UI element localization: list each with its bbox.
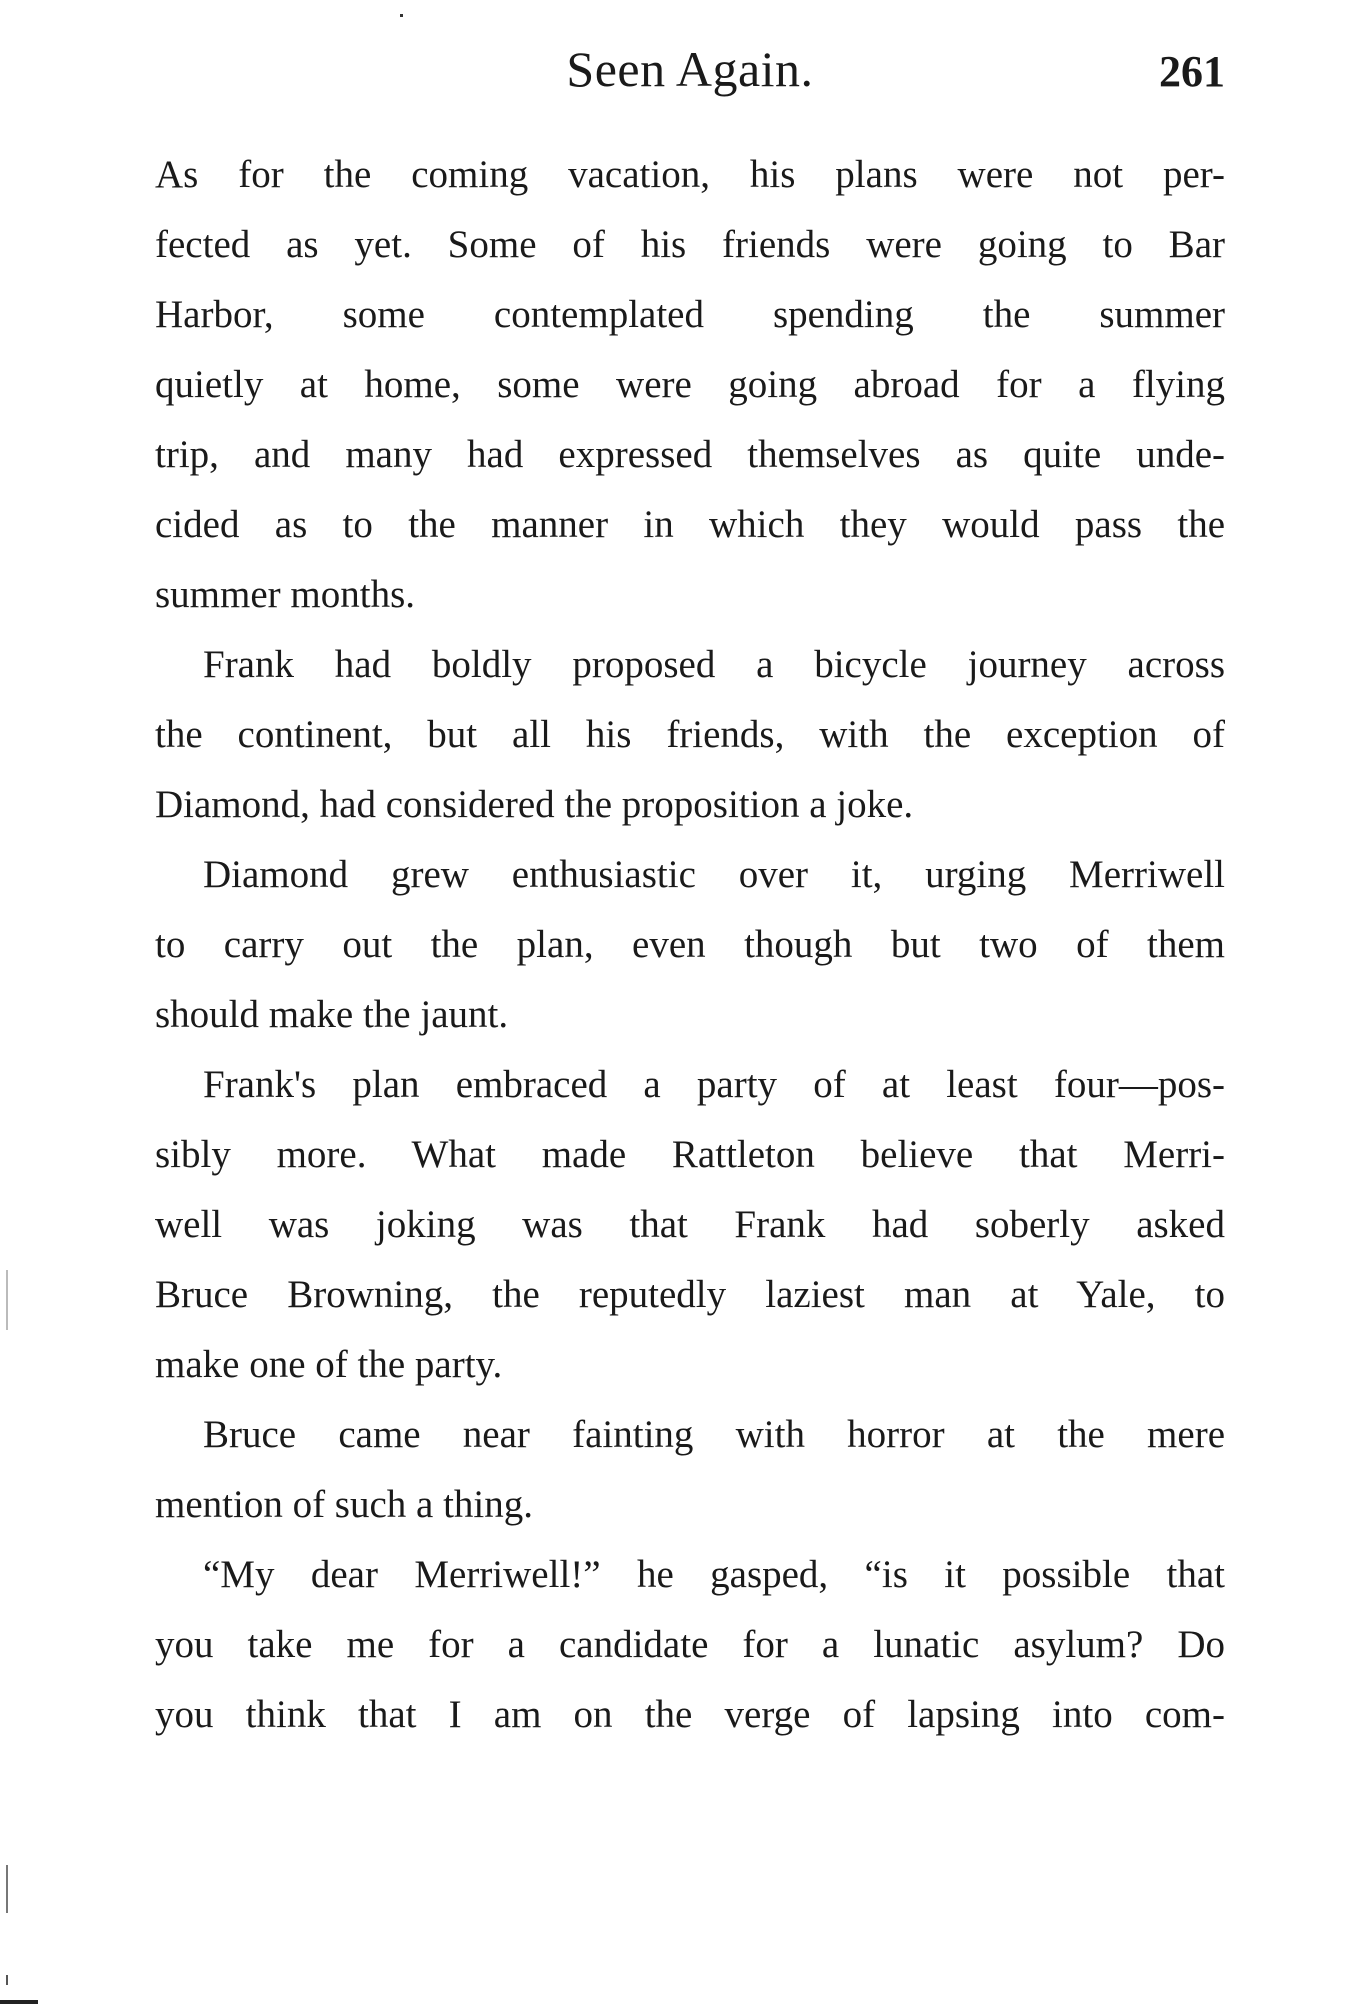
text-line: Diamond, had considered the proposition a joke.	[155, 783, 914, 826]
text-line: cided as to the manner in which they would pass the	[155, 503, 1225, 546]
scan-edge-dash	[0, 2000, 38, 2004]
text-line: Bruce came near fainting with horror at the mere	[203, 1413, 1225, 1456]
text-line: “My dear Merriwell!” he gasped, “is it possible that	[203, 1553, 1225, 1596]
text-line: Bruce Browning, the reputedly laziest man at Yale, to	[155, 1273, 1225, 1316]
text-line: summer months.	[155, 573, 415, 616]
text-line: should make the jaunt.	[155, 993, 509, 1036]
text-line: Frank had boldly proposed a bicycle journey across	[203, 643, 1225, 686]
text-line: mention of such a thing.	[155, 1483, 534, 1526]
body-text	[155, 140, 1225, 1750]
text-line: the continent, but all his friends, with the exception of	[155, 713, 1225, 756]
page-number: 261	[1159, 47, 1225, 96]
scan-edge-mark	[6, 1975, 8, 1985]
text-line: you take me for a candidate for a lunatic asylum? Do	[155, 1623, 1225, 1666]
text-line: well was joking was that Frank had soberly asked	[155, 1203, 1225, 1246]
text-line: quietly at home, some were going abroad for a flying	[155, 363, 1225, 406]
text-line: sibly more. What made Rattleton believe that Merri-	[155, 1133, 1225, 1176]
text-line: you think that I am on the verge of lapsing into com-	[155, 1693, 1225, 1736]
text-line: Harbor, some contemplated spending the summer	[155, 293, 1225, 336]
text-line: trip, and many had expressed themselves as quite unde-	[155, 433, 1225, 476]
text-line: make one of the party.	[155, 1343, 503, 1386]
text-line: fected as yet. Some of his friends were going to Bar	[155, 223, 1225, 266]
page-header	[155, 40, 1225, 110]
text-line: As for the coming vacation, his plans were not per-	[155, 153, 1225, 196]
scan-edge-mark	[6, 1270, 8, 1330]
text-line: to carry out the plan, even though but two of them	[155, 923, 1225, 966]
running-title: Seen Again.	[566, 41, 814, 97]
scan-edge-mark	[6, 1865, 8, 1913]
text-line: Frank's plan embraced a party of at least four—pos-	[203, 1063, 1225, 1106]
scan-speck	[400, 14, 403, 17]
text-line: Diamond grew enthusiastic over it, urging Merriwell	[203, 853, 1225, 896]
